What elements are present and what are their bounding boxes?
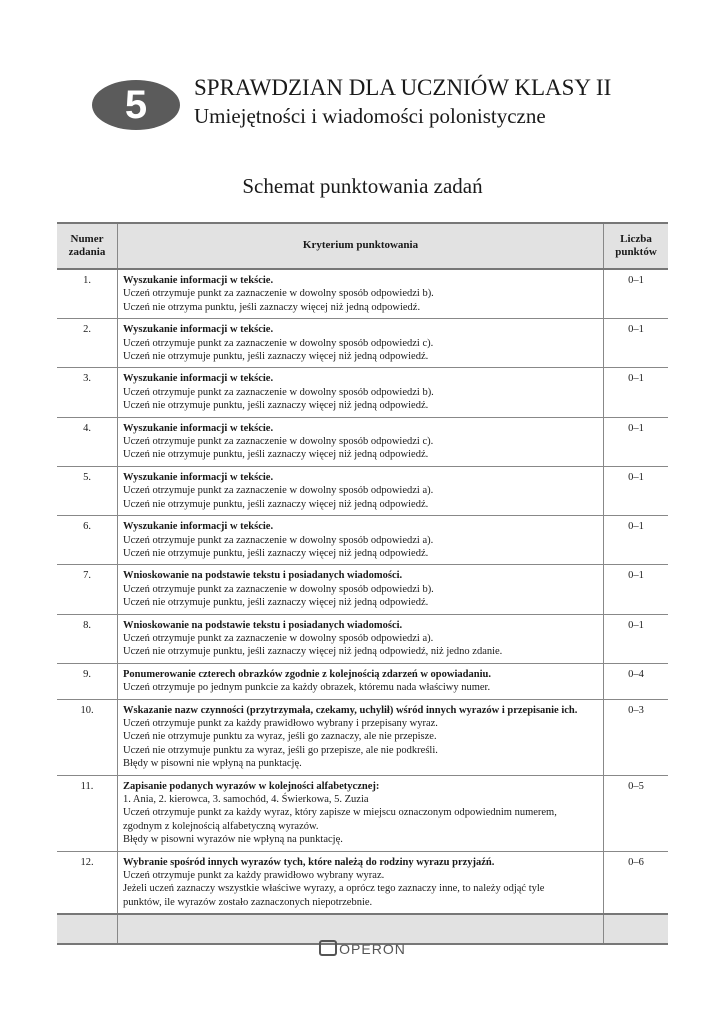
criterion-cell bbox=[118, 614, 604, 663]
criterion-line: Uczeń otrzymuje punkt za zaznaczenie w dowolny sposób odpowiedzi c). bbox=[123, 337, 434, 349]
points-cell: 0–3 bbox=[604, 699, 669, 775]
table-row bbox=[57, 699, 668, 775]
criterion-line: Uczeń otrzymuje punkt za zaznaczenie w dowolny sposób odpowiedzi a). bbox=[123, 485, 434, 497]
task-number: 5. bbox=[57, 466, 118, 515]
points-cell: 0–6 bbox=[604, 851, 669, 914]
criterion-line: 1. Ania, 2. kierowca, 3. samochód, 4. Świerkowa, 5. Zuzia bbox=[123, 794, 369, 805]
criterion-cell bbox=[118, 851, 604, 914]
criterion-line: Uczeń otrzymuje punkt za zaznaczenie w dowolny sposób odpowiedzi c). bbox=[123, 436, 434, 448]
task-number: 2. bbox=[57, 319, 118, 368]
criterion-title: Wyszukanie informacji w tekście. bbox=[123, 373, 274, 385]
criterion-line: Uczeń otrzymuje po jednym punkcie za każdy obrazek, któremu nada właściwy numer. bbox=[123, 682, 491, 694]
criterion-cell bbox=[118, 466, 604, 515]
header-titles bbox=[194, 74, 611, 130]
criterion-line: Uczeń nie otrzymuje punktu za wyraz, jeśli go zaznaczy, ale nie przepisze. bbox=[123, 731, 437, 743]
operon-logo bbox=[0, 940, 725, 957]
header-criterion: Kryterium punktowania bbox=[118, 223, 604, 269]
table-row bbox=[57, 565, 668, 614]
task-number: 6. bbox=[57, 516, 118, 565]
criterion-line: Uczeń nie otrzymuje punktu, jeśli zaznaczy więcej niż jedną odpowiedź, niż jedno zdanie. bbox=[123, 646, 503, 658]
table-row bbox=[57, 614, 668, 663]
logo-text: OPERON bbox=[339, 941, 406, 957]
criterion-cell bbox=[118, 319, 604, 368]
task-number: 7. bbox=[57, 565, 118, 614]
criterion-line: Uczeń nie otrzyma punktu, jeśli zaznaczy więcej niż jedną odpowiedź. bbox=[123, 301, 421, 313]
section-title: Schemat punktowania zadań bbox=[242, 174, 483, 198]
table-row bbox=[57, 368, 668, 417]
points-cell: 0–1 bbox=[604, 269, 669, 319]
criterion-title: Wyszukanie informacji w tekście. bbox=[123, 471, 274, 483]
scoring-table bbox=[57, 222, 668, 945]
criterion-line: Uczeń otrzymuje punkt za każdy wyraz, który zapisze w miejscu oznaczonym odpowiednim numerem, bbox=[123, 807, 557, 819]
header-points: Liczba punktów bbox=[604, 223, 669, 269]
table-row bbox=[57, 851, 668, 914]
header-number: Numer zadania bbox=[57, 223, 118, 269]
criterion-line: Uczeń otrzymuje punkt za każdy prawidłowo wybrany i przepisany wyraz. bbox=[123, 717, 438, 729]
table-row bbox=[57, 269, 668, 319]
criterion-title: Wyszukanie informacji w tekście. bbox=[123, 422, 274, 434]
task-number: 9. bbox=[57, 663, 118, 699]
task-number: 10. bbox=[57, 699, 118, 775]
criterion-title: Wnioskowanie na podstawie tekstu i posiadanych wiadomości. bbox=[123, 619, 403, 631]
table-header-row bbox=[57, 223, 668, 269]
table-row bbox=[57, 466, 668, 515]
criterion-title: Wyszukanie informacji w tekście. bbox=[123, 324, 274, 336]
criterion-title: Zapisanie podanych wyrazów w kolejności alfabetycznej: bbox=[123, 780, 380, 792]
criterion-cell bbox=[118, 775, 604, 851]
criterion-line: Uczeń nie otrzymuje punktu, jeśli zaznaczy więcej niż jedną odpowiedź. bbox=[123, 498, 429, 510]
criterion-line: Uczeń nie otrzymuje punktu, jeśli zaznaczy więcej niż jedną odpowiedź. bbox=[123, 400, 429, 412]
table-row bbox=[57, 319, 668, 368]
criterion-line: Uczeń nie otrzymuje punktu, jeśli zaznaczy więcej niż jedną odpowiedź. bbox=[123, 597, 429, 609]
criterion-cell bbox=[118, 368, 604, 417]
criterion-cell bbox=[118, 699, 604, 775]
points-cell: 0–4 bbox=[604, 663, 669, 699]
criterion-line: Błędy w pisowni nie wpłyną na punktację. bbox=[123, 758, 302, 770]
page-subtitle: Umiejętności i wiadomości polonistyczne bbox=[194, 104, 546, 128]
criterion-title: Ponumerowanie czterech obrazków zgodnie z kolejnością zdarzeń w opowiadaniu. bbox=[123, 668, 491, 680]
task-number: 12. bbox=[57, 851, 118, 914]
task-number: 8. bbox=[57, 614, 118, 663]
points-cell: 0–1 bbox=[604, 565, 669, 614]
criterion-title: Wnioskowanie na podstawie tekstu i posiadanych wiadomości. bbox=[123, 570, 403, 582]
table-body bbox=[57, 269, 668, 914]
table-row bbox=[57, 417, 668, 466]
criterion-line: Uczeń otrzymuje punkt za każdy prawidłowo wybrany wyraz. bbox=[123, 870, 385, 882]
page-header bbox=[92, 74, 692, 138]
table-row bbox=[57, 775, 668, 851]
criterion-line: Uczeń nie otrzymuje punktu za wyraz, jeśli go przepisze, ale nie podkreśli. bbox=[123, 744, 438, 756]
criterion-title: Wyszukanie informacji w tekście. bbox=[123, 275, 274, 286]
criterion-line: Uczeń nie otrzymuje punktu, jeśli zaznaczy więcej niż jedną odpowiedź. bbox=[123, 351, 429, 363]
points-cell: 0–1 bbox=[604, 516, 669, 565]
page-title: SPRAWDZIAN DLA UCZNIÓW KLASY II bbox=[194, 75, 612, 100]
criterion-cell bbox=[118, 663, 604, 699]
criterion-line: Uczeń nie otrzymuje punktu, jeśli zaznaczy więcej niż jedną odpowiedź. bbox=[123, 449, 429, 461]
criterion-line: punktów, ile wyrazów zostało zaznaczonych niepotrzebnie. bbox=[123, 896, 373, 908]
points-cell: 0–1 bbox=[604, 417, 669, 466]
task-number: 11. bbox=[57, 775, 118, 851]
points-cell: 0–5 bbox=[604, 775, 669, 851]
points-cell: 0–1 bbox=[604, 368, 669, 417]
task-number: 1. bbox=[57, 269, 118, 319]
criterion-title: Wybranie spośród innych wyrazów tych, które należą do rodziny wyrazu przyjaźń. bbox=[123, 856, 495, 868]
criterion-line: Jeżeli uczeń zaznaczy wszystkie właściwe wyrazy, a oprócz tego zaznaczy inne, to należy odjąć tyle bbox=[123, 883, 545, 895]
criterion-line: Uczeń otrzymuje punkt za zaznaczenie w dowolny sposób odpowiedzi a). bbox=[123, 534, 434, 546]
criterion-cell bbox=[118, 417, 604, 466]
criterion-line: zgodnym z kolejnością alfabetyczną wyrazów. bbox=[123, 820, 319, 832]
table-row bbox=[57, 516, 668, 565]
points-cell: 0–1 bbox=[604, 614, 669, 663]
criterion-line: Błędy w pisowni wyrazów nie wpłyną na punktację. bbox=[123, 834, 343, 846]
criterion-line: Uczeń nie otrzymuje punktu, jeśli zaznaczy więcej niż jedną odpowiedź. bbox=[123, 547, 429, 559]
criterion-line: Uczeń otrzymuje punkt za zaznaczenie w dowolny sposób odpowiedzi b). bbox=[123, 288, 434, 300]
criterion-title: Wskazanie nazw czynności (przytrzymała, czekamy, uchylił) wśród innych wyrazów i przepisanie ich. bbox=[123, 704, 578, 716]
criterion-line: Uczeń otrzymuje punkt za zaznaczenie w dowolny sposób odpowiedzi b). bbox=[123, 386, 434, 398]
points-cell: 0–1 bbox=[604, 466, 669, 515]
criterion-line: Uczeń otrzymuje punkt za zaznaczenie w dowolny sposób odpowiedzi b). bbox=[123, 583, 434, 595]
criterion-title: Wyszukanie informacji w tekście. bbox=[123, 521, 274, 533]
task-number: 4. bbox=[57, 417, 118, 466]
criterion-cell bbox=[118, 565, 604, 614]
criterion-line: Uczeń otrzymuje punkt za zaznaczenie w dowolny sposób odpowiedzi a). bbox=[123, 632, 434, 644]
test-number-badge: 5 bbox=[92, 80, 180, 130]
task-number: 3. bbox=[57, 368, 118, 417]
table-row bbox=[57, 663, 668, 699]
operon-logo-icon bbox=[319, 940, 337, 956]
criterion-cell bbox=[118, 269, 604, 319]
criterion-cell bbox=[118, 516, 604, 565]
points-cell: 0–1 bbox=[604, 319, 669, 368]
